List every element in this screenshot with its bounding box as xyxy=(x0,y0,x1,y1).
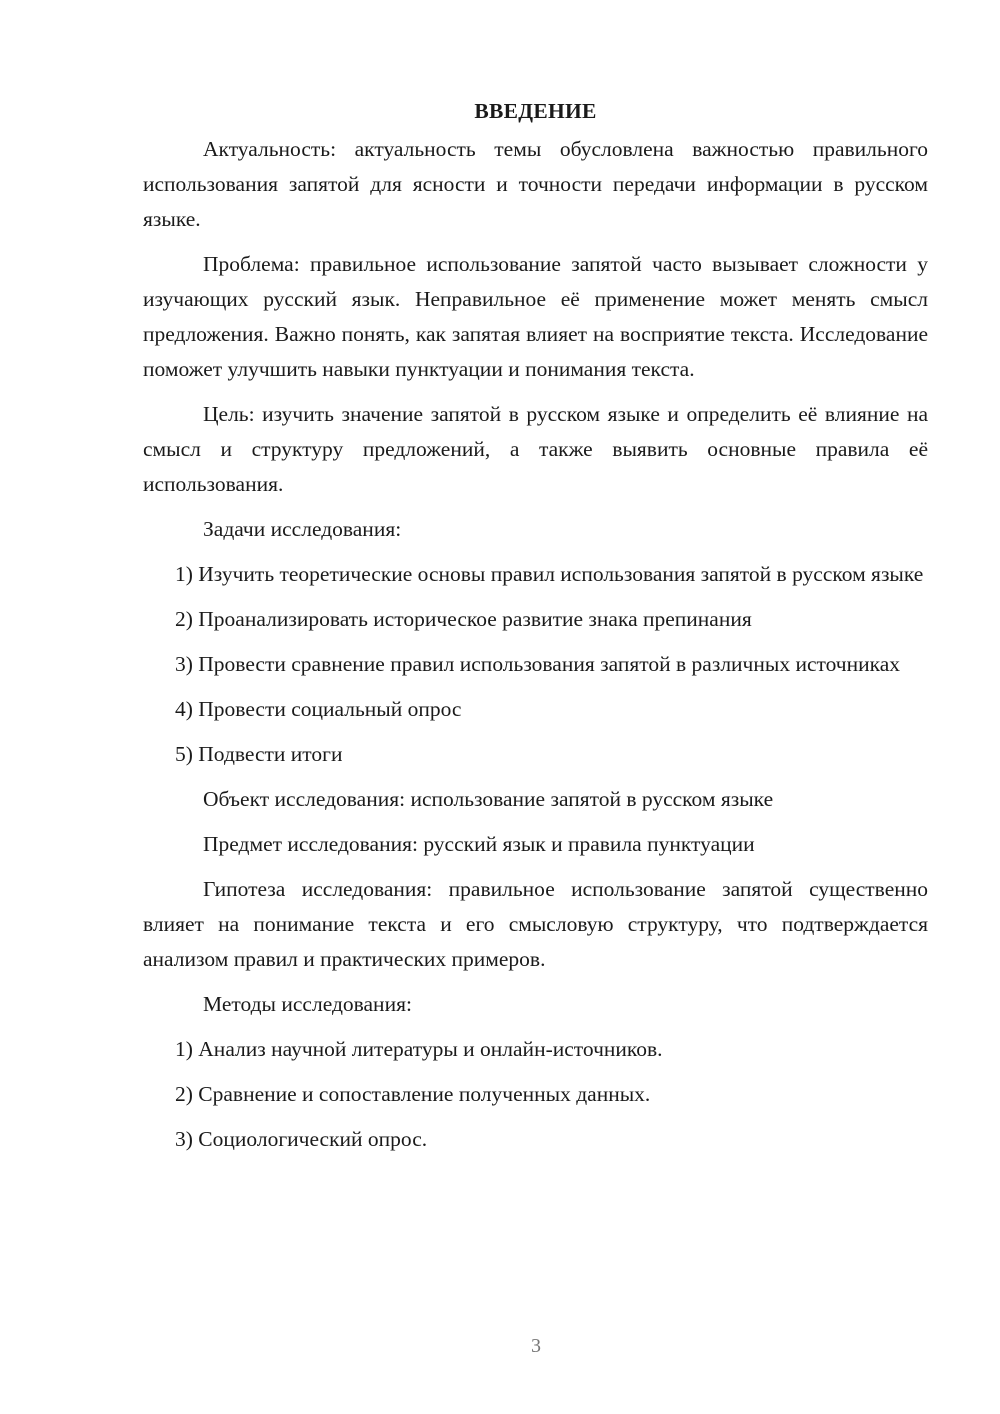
tasks-heading: Задачи исследования: xyxy=(203,517,402,541)
task-item: 4) Провести социальный опрос xyxy=(175,697,462,721)
problem-paragraph: Проблема: правильное использование запятой часто вызывает сложности у изучающих русский язык. Неправильное её применение может менять смысл предложения. Важно понять, как запятая влияет на восприятие текста. Исследование поможет улучшить навыки пунктуации и понимания текста. xyxy=(143,252,928,381)
methods-heading: Методы исследования: xyxy=(203,992,412,1016)
page-title: ВВЕДЕНИЕ xyxy=(474,99,597,123)
relevance-paragraph: Актуальность: актуальность темы обусловлена важностью правильного использования запятой для ясности и точности передачи информации в русском языке. xyxy=(143,137,928,231)
task-item: 5) Подвести итоги xyxy=(175,742,343,766)
method-item: 1) Анализ научной литературы и онлайн-источников. xyxy=(175,1037,663,1061)
research-object: Объект исследования: использование запятой в русском языке xyxy=(203,787,774,811)
task-item: 3) Провести сравнение правил использования запятой в различных источниках xyxy=(175,652,901,676)
page-content xyxy=(143,96,928,1167)
method-item: 3) Социологический опрос. xyxy=(175,1127,428,1151)
goal-paragraph: Цель: изучить значение запятой в русском языке и определить её влияние на смысл и структуру предложений, а также выявить основные правила её использования. xyxy=(143,402,928,496)
method-item: 2) Сравнение и сопоставление полученных данных. xyxy=(175,1082,651,1106)
page-number: 3 xyxy=(531,1335,541,1357)
task-item: 1) Изучить теоретические основы правил использования запятой в русском языке xyxy=(175,562,924,586)
research-subject: Предмет исследования: русский язык и правила пунктуации xyxy=(203,832,755,856)
hypothesis-paragraph: Гипотеза исследования: правильное использование запятой существенно влияет на понимание текста и его смысловую структуру, что подтверждается анализом правил и практических примеров. xyxy=(143,877,928,971)
task-item: 2) Проанализировать историческое развитие знака препинания xyxy=(175,607,752,631)
